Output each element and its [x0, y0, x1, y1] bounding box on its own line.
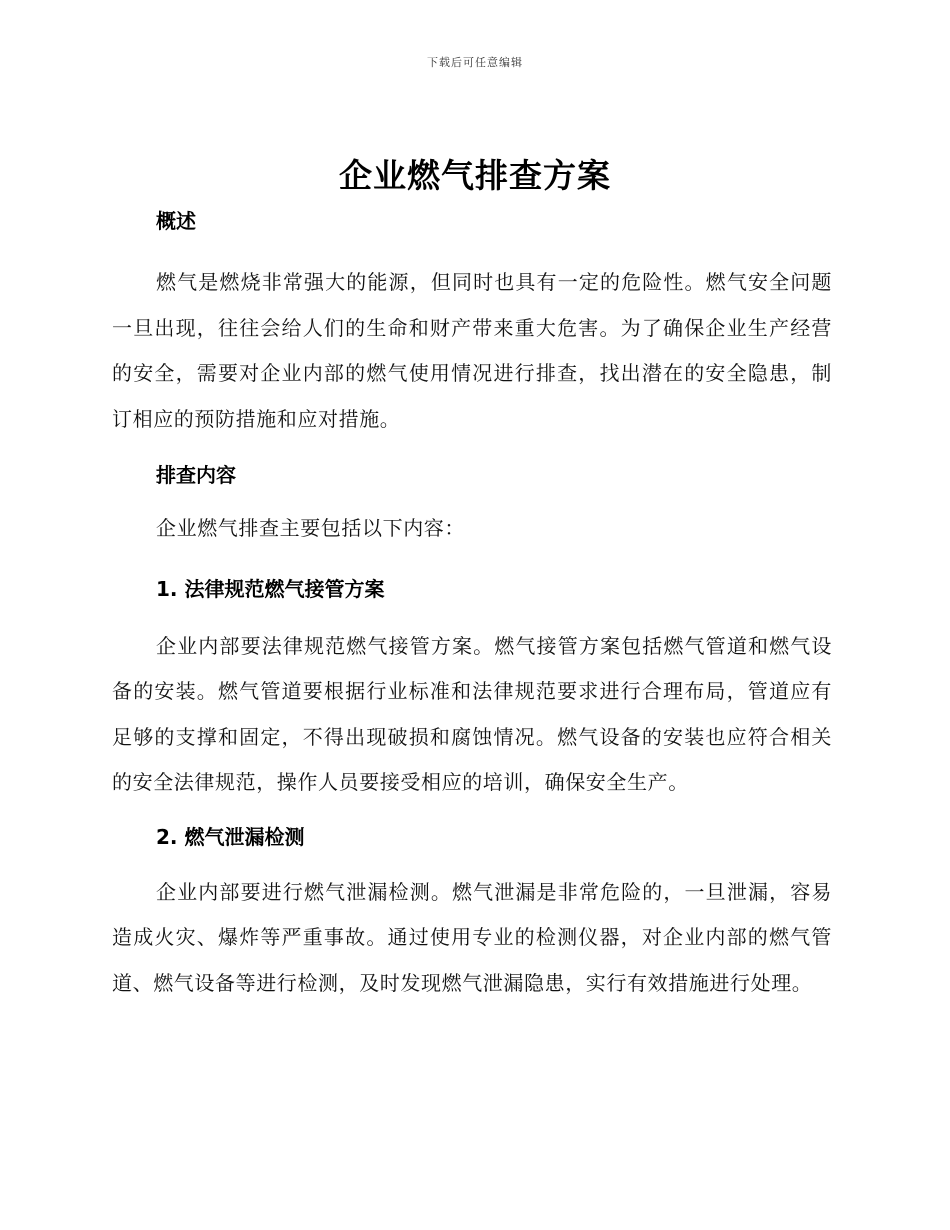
header-note: 下载后可任意编辑	[427, 56, 523, 69]
section-heading-check-content: 排查内容	[156, 463, 236, 487]
paragraph-overview: 燃气是燃烧非常强大的能源，但同时也具有一定的危险性。燃气安全问题一旦出现，往往会给人们的生命和财产带来重大危害。为了确保企业生产经营的安全，需要对企业内部的燃气使用情况进行排查，找出潜在的安全隐患，制订相应的预防措施和应对措施。	[112, 270, 832, 431]
section-heading-item-1: 1. 法律规范燃气接管方案	[156, 576, 385, 601]
section-heading-item-2: 2. 燃气泄漏检测	[156, 824, 305, 849]
paragraph-check-intro: 企业燃气排查主要包括以下内容：	[156, 516, 465, 540]
section-heading-overview: 概述	[156, 209, 196, 233]
document-body	[112, 206, 832, 1006]
document-title: 企业燃气排查方案	[339, 156, 611, 195]
paragraph-item-1: 企业内部要法律规范燃气接管方案。燃气接管方案包括燃气管道和燃气设备的安装。燃气管道要根据行业标准和法律规范要求进行合理布局，管道应有足够的支撑和固定，不得出现破损和腐蚀情况。燃气设备的安装也应符合相关的安全法律规范，操作人员要接受相应的培训，确保安全生产。	[112, 633, 832, 794]
paragraph-item-2: 企业内部要进行燃气泄漏检测。燃气泄漏是非常危险的，一旦泄漏，容易造成火灾、爆炸等严重事故。通过使用专业的检测仪器，对企业内部的燃气管道、燃气设备等进行检测，及时发现燃气泄漏隐患，实行有效措施进行处理。	[112, 879, 832, 995]
